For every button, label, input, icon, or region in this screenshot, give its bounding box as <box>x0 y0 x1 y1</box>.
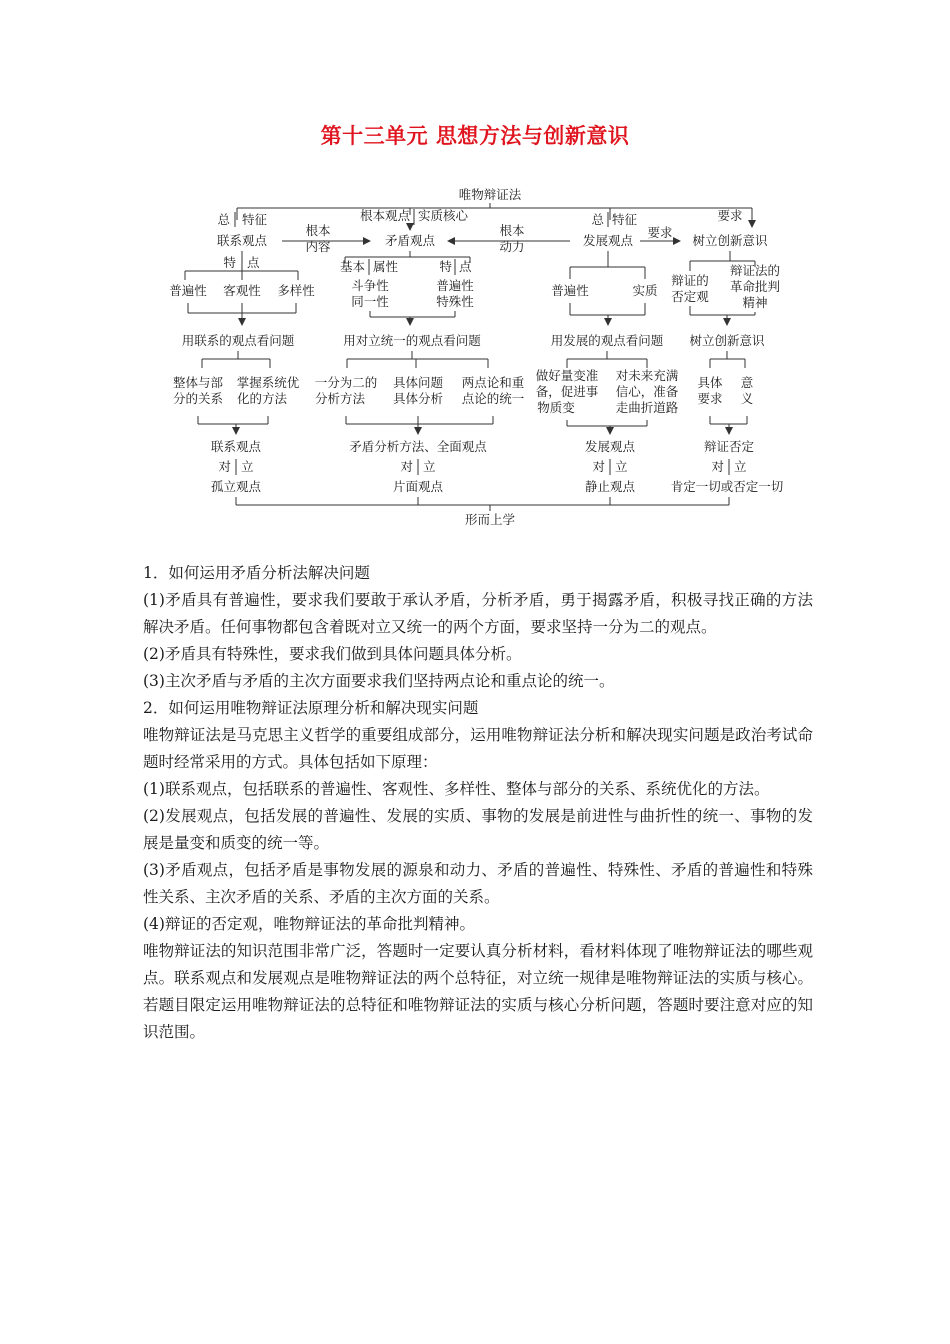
node-tongyi: 同一性 <box>351 294 389 309</box>
bottom-label: 形而上学 <box>464 512 516 527</box>
node-zuohao-2: 备，促进事 <box>535 384 599 399</box>
node-duoyang: 多样性 <box>277 283 315 298</box>
label-dui-2: 对 <box>400 459 413 474</box>
label-genben-2: 根本 <box>499 223 525 238</box>
node-yifen-1: 一分为二的 <box>314 375 378 390</box>
node-juti-yq-1: 具体 <box>697 375 723 390</box>
label-genben-1: 根本 <box>305 223 331 238</box>
paragraph: (2)发展观点，包括发展的普遍性、发展的实质、事物的发展是前进性与曲折性的统一、事物的发展是量变和质变的统一等。 <box>143 807 813 852</box>
node-liangdian-1: 两点论和重 <box>461 375 525 390</box>
node-geming-1: 辩证法的 <box>729 263 781 278</box>
paragraph: (3)主次矛盾与矛盾的主次方面要求我们坚持两点论和重点论的统一。 <box>143 672 615 690</box>
node-juti-yq-2: 要求 <box>697 391 723 406</box>
node-bianzheng-fd-1: 辩证的 <box>671 273 709 288</box>
node-yong-fazhan: 用发展的观点看问题 <box>550 333 664 348</box>
node-pianmian: 片面观点 <box>392 479 444 494</box>
body-text <box>143 560 813 1046</box>
node-jingzhi: 静止观点 <box>584 479 636 494</box>
node-zhengti-2: 分的关系 <box>172 391 224 406</box>
node-duiweilai-2: 信心，准备 <box>615 384 679 399</box>
label-tezheng-1: 特征 <box>242 212 268 227</box>
node-lianxi-2: 联系观点 <box>210 439 262 454</box>
paragraph: 1．如何运用矛盾分析法解决问题 <box>143 564 370 582</box>
node-yong-duili: 用对立统一的观点看问题 <box>343 333 481 348</box>
concept-diagram <box>0 175 950 535</box>
node-yong-lianxi: 用联系的观点看问题 <box>181 333 295 348</box>
paragraph: (2)矛盾具有特殊性，要求我们做到具体问题具体分析。 <box>143 645 522 663</box>
node-yifen-2: 分析方法 <box>314 391 366 406</box>
node-zhangwo-1: 掌握系统优 <box>236 375 300 390</box>
node-shuli-2: 树立创新意识 <box>689 333 765 348</box>
label-tezheng-2: 特征 <box>612 212 638 227</box>
node-zuohao-1: 做好量变准 <box>535 368 599 383</box>
node-guli: 孤立观点 <box>210 479 262 494</box>
node-pubian-1: 普遍性 <box>169 283 207 298</box>
node-juti-1: 具体问题 <box>392 375 444 390</box>
node-maodun: 矛盾观点 <box>384 233 436 248</box>
node-shizhi: 实质 <box>632 283 658 298</box>
paragraph: 唯物辩证法是马克思主义哲学的重要组成部分，运用唯物辩证法分析和解决现实问题是政治考试命题时经常采用的方式。具体包括如下原理： <box>143 726 813 771</box>
label-li-3: 立 <box>615 459 628 474</box>
label-te: 特 <box>223 255 236 270</box>
label-dongli: 动力 <box>499 239 525 254</box>
label-li-2: 立 <box>423 459 436 474</box>
node-kending: 肯定一切或否定一切 <box>670 479 784 494</box>
label-dui-3: 对 <box>592 459 605 474</box>
label-te-2: 特 <box>439 259 452 274</box>
label-dui-1: 对 <box>218 459 231 474</box>
label-genben-guandian: 根本观点 <box>359 208 410 223</box>
label-jiben: 基本 <box>339 259 365 274</box>
node-zuohao-3: 物质变 <box>537 400 575 415</box>
label-dui-4: 对 <box>711 459 724 474</box>
node-pubian-m: 普遍性 <box>436 278 474 293</box>
label-zong-2: 总 <box>591 212 604 227</box>
node-lianxi: 联系观点 <box>216 233 268 248</box>
root-label: 唯物辩证法 <box>458 187 522 202</box>
paragraph: 唯物辩证法的知识范围非常广泛，答题时一定要认真分析材料，看材料体现了唯物辩证法的哪些观点。联系观点和发展观点是唯物辩证法的两个总特征，对立统一规律是唯物辩证法的实质与核心。若题目限定运用唯物辩证法的总特征和唯物辩证法的实质与核心分析问题，答题时要注意对应的知识范围。 <box>143 942 813 1041</box>
node-fazhan: 发展观点 <box>582 233 634 248</box>
label-zong-1: 总 <box>217 212 230 227</box>
node-shuli: 树立创新意识 <box>692 233 768 248</box>
label-shuxing: 属性 <box>373 259 399 274</box>
label-li-4: 立 <box>734 459 747 474</box>
label-shizhi-hexin: 实质核心 <box>418 208 469 223</box>
label-yaoqiu-top: 要求 <box>717 208 743 223</box>
paragraph: (4)辩证的否定观，唯物辩证法的革命批判精神。 <box>143 915 475 933</box>
page-title: 第十三单元 思想方法与创新意识 <box>320 124 630 148</box>
label-neirong: 内容 <box>305 239 331 254</box>
node-teshu: 特殊性 <box>436 294 474 309</box>
paragraph: (1)联系观点，包括联系的普遍性、客观性、多样性、整体与部分的关系、系统优化的方法。 <box>143 780 770 798</box>
node-yiyi-2: 义 <box>740 391 754 406</box>
node-liangdian-2: 点论的统一 <box>461 391 525 406</box>
node-juti-2: 具体分析 <box>392 391 444 406</box>
node-duiweilai-1: 对未来充满 <box>615 368 679 383</box>
node-bianzheng-fd-2: 否定观 <box>671 289 709 304</box>
node-fazhan-2: 发展观点 <box>584 439 636 454</box>
node-geming-3: 精神 <box>742 295 768 310</box>
node-keguan: 客观性 <box>223 283 261 298</box>
node-zhengti-1: 整体与部 <box>172 375 224 390</box>
node-yiyi-1: 意 <box>740 375 754 390</box>
label-dian-2: 点 <box>459 259 472 274</box>
node-geming-2: 革命批判 <box>729 279 781 294</box>
node-douzheng: 斗争性 <box>351 278 389 293</box>
node-zhangwo-2: 化的方法 <box>236 391 288 406</box>
label-dian: 点 <box>247 255 260 270</box>
node-maodun-fenxi: 矛盾分析方法、全面观点 <box>349 439 487 454</box>
node-bianzheng-fd: 辩证否定 <box>703 439 755 454</box>
node-duiweilai-3: 走曲折道路 <box>615 400 679 415</box>
label-yaoqiu-mid: 要求 <box>647 225 673 240</box>
label-li-1: 立 <box>241 459 254 474</box>
paragraph: (3)矛盾观点，包括矛盾是事物发展的源泉和动力、矛盾的普遍性、特殊性、矛盾的普遍性和特殊性关系、主次矛盾的关系、矛盾的主次方面的关系。 <box>143 861 813 906</box>
node-pubian-2: 普遍性 <box>551 283 589 298</box>
paragraph: 2．如何运用唯物辩证法原理分析和解决现实问题 <box>143 699 479 717</box>
paragraph: (1)矛盾具有普遍性，要求我们要敢于承认矛盾，分析矛盾，勇于揭露矛盾，积极寻找正确的方法解决矛盾。任何事物都包含着既对立又统一的两个方面，要求坚持一分为二的观点。 <box>143 591 813 636</box>
